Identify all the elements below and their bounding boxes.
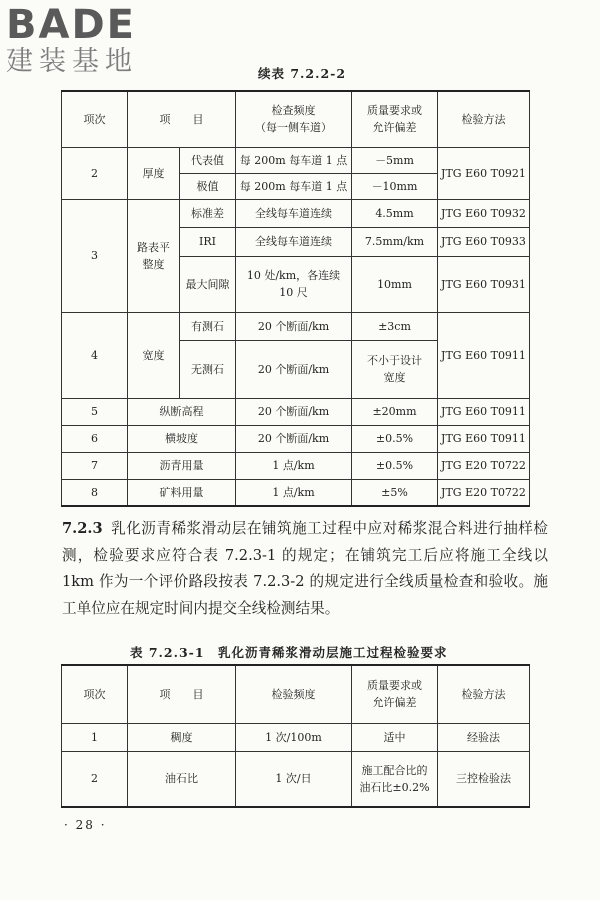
cell-no: 7 [62,452,128,479]
header-no: 项次 [62,665,128,723]
header-method: 检验方法 [438,665,530,723]
cell-no: 2 [62,147,128,199]
table-7-2-2-2-continued [61,90,530,507]
cell-freq: 20 个断面/km [236,425,352,452]
cell-sub: IRI [180,227,236,256]
cell-req: －10mm [352,173,438,199]
cell-freq: 20 个断面/km [236,312,352,340]
section-paragraph [62,516,548,622]
section-text: 乳化沥青稀浆滑动层在铺筑施工过程中应对稀浆混合料进行抽样检测，检验要求应符合表 7.2.3-1 的规定；在铺筑完工后应将施工全线以 1km 作为一个评价路段按表 7.2.3-2 的规定进行全线质量检查和验收。施工单位应在规定时间内提交全线检测结果。 [62,520,548,617]
cell-no: 2 [62,751,128,807]
cell-req: －5mm [352,147,438,173]
cell-sub: 有测石 [180,312,236,340]
table-row [62,751,530,807]
cell-no: 4 [62,312,128,398]
cell-freq: 每 200m 每车道 1 点 [236,173,352,199]
section-number: 7.2.3 [62,520,103,537]
cell-req: 10mm [352,256,438,312]
table-row [62,312,530,340]
header-frequency: 检查频度 （每一侧车道） [236,91,352,147]
page-number: · 28 · [64,818,107,832]
cell-req: 不小于设计 宽度 [352,340,438,398]
cell-freq: 20 个断面/km [236,340,352,398]
cell-method: JTG E60 T0911 [438,312,530,398]
cell-freq: 每 200m 每车道 1 点 [236,147,352,173]
cell-no: 8 [62,479,128,506]
cell-method: JTG E60 T0911 [438,425,530,452]
cell-item: 沥青用量 [128,452,236,479]
cell-req: ±20mm [352,398,438,425]
table-7-2-3-1 [61,664,530,808]
cell-no: 5 [62,398,128,425]
cell-req: 施工配合比的 油石比±0.2% [352,751,438,807]
cell-item: 宽度 [128,312,180,398]
cell-freq: 全线每车道连续 [236,227,352,256]
logo-brand: BADE [6,2,136,48]
table-row [62,425,530,452]
cell-item: 路表平 整度 [128,199,180,312]
cell-freq: 10 处/km，各连续 10 尺 [236,256,352,312]
cell-req: ±0.5% [352,452,438,479]
table1-caption: 续表 7.2.2-2 [258,66,347,81]
cell-sub: 极值 [180,173,236,199]
cell-freq: 1 次/日 [236,751,352,807]
cell-req: 7.5mm/km [352,227,438,256]
cell-req: 4.5mm [352,199,438,227]
cell-sub: 代表值 [180,147,236,173]
cell-req: ±5% [352,479,438,506]
table-row [62,398,530,425]
cell-item: 油石比 [128,751,236,807]
cell-no: 3 [62,199,128,312]
cell-method: JTG E20 T0722 [438,479,530,506]
cell-freq: 20 个断面/km [236,398,352,425]
table2-caption: 表 7.2.3-1 乳化沥青稀浆滑动层施工过程检验要求 [130,645,448,660]
header-item: 项 目 [128,91,236,147]
cell-no: 1 [62,723,128,751]
cell-item: 厚度 [128,147,180,199]
cell-method: JTG E60 T0932 [438,199,530,227]
header-item: 项 目 [128,665,236,723]
table-row [62,452,530,479]
cell-method: JTG E60 T0911 [438,398,530,425]
header-requirement: 质量要求或 允许偏差 [352,91,438,147]
cell-req: ±3cm [352,312,438,340]
cell-req: 适中 [352,723,438,751]
cell-item: 矿料用量 [128,479,236,506]
cell-item: 横坡度 [128,425,236,452]
header-frequency: 检验频度 [236,665,352,723]
cell-method: JTG E60 T0921 [438,147,530,199]
cell-method: JTG E60 T0933 [438,227,530,256]
cell-freq: 1 次/100m [236,723,352,751]
table-row [62,479,530,506]
logo-subtitle: 建装基地 [6,46,138,77]
cell-method: 三控检验法 [438,751,530,807]
table-row [62,147,530,173]
cell-item: 纵断高程 [128,398,236,425]
cell-freq: 1 点/km [236,452,352,479]
header-method: 检验方法 [438,91,530,147]
logo [6,4,181,78]
cell-sub: 最大间隙 [180,256,236,312]
table-row [62,199,530,227]
header-no: 项次 [62,91,128,147]
cell-method: JTG E20 T0722 [438,452,530,479]
cell-method: 经验法 [438,723,530,751]
cell-sub: 标准差 [180,199,236,227]
cell-no: 6 [62,425,128,452]
table-row [62,723,530,751]
cell-freq: 全线每车道连续 [236,199,352,227]
cell-sub: 无测石 [180,340,236,398]
cell-req: ±0.5% [352,425,438,452]
cell-method: JTG E60 T0931 [438,256,530,312]
cell-item: 稠度 [128,723,236,751]
header-requirement: 质量要求或 允许偏差 [352,665,438,723]
cell-freq: 1 点/km [236,479,352,506]
